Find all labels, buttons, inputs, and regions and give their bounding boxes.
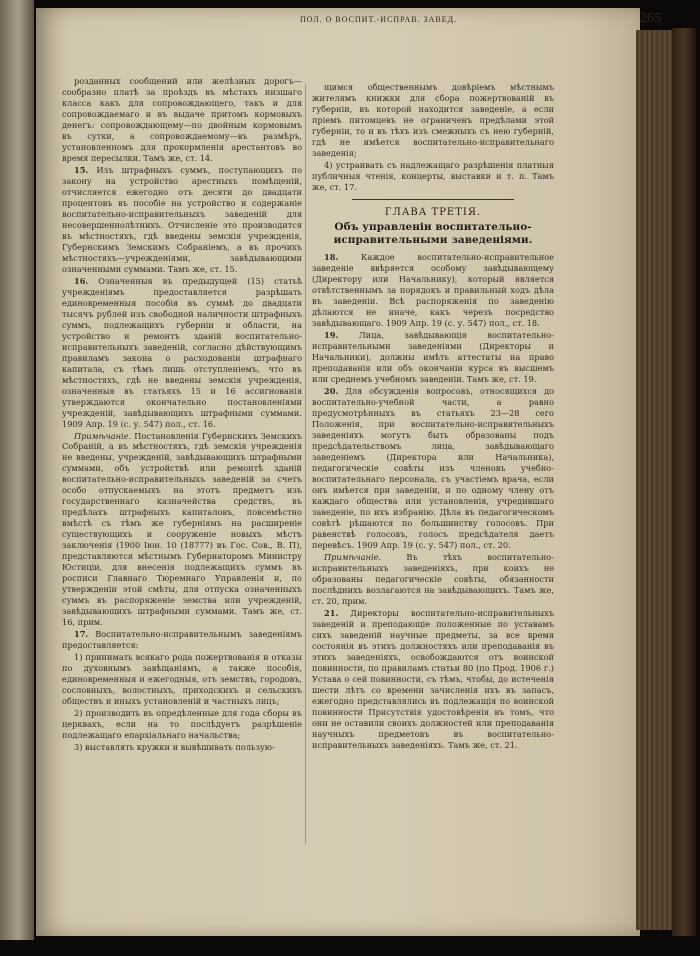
article-number: 18.	[324, 252, 339, 263]
paragraph-text: 2) производить въ опредѣленные для года сборы въ церквахъ, если на то послѣдуетъ разрѣшеніе подлежащаго епархіальнаго начальства;	[62, 708, 302, 741]
running-header	[300, 11, 661, 26]
text-paragraph	[312, 160, 554, 193]
paragraph-text: Изъ штрафныхъ суммъ, поступающихъ по закону на устройство арестныхъ помѣщеній, отчисляется ежегодно отъ десяти до двадцати процентовъ въ пособіе на устройство и содержаніе воспитательно-исправительныхъ заведеній для несовершеннолѣтнихъ. Отчисленіе это производится въ мѣстностяхъ, гдѣ введены земскія учрежденія, Губернскимъ Земскимъ Собраніемъ, а въ прочихъ мѣстностяхъ—учрежденіями, завѣдывающими означенными суммами. Тамъ же, ст. 15.	[62, 164, 302, 274]
article-paragraph	[312, 608, 554, 751]
page-number: 265	[640, 11, 661, 26]
right-column-articles	[312, 252, 554, 750]
chapter-rule	[352, 199, 514, 200]
chapter-title: ГЛАВА ТРЕТІЯ.	[384, 206, 482, 218]
article-paragraph	[312, 386, 554, 551]
paragraph-text: Директоры воспитательно-исправительныхъ заведеній и преподающіе положенные по уставамъ сихъ заведеній научные предметы, за все время состоянія въ этихъ должностяхъ или преподаванія въ этихъ заведеніяхъ, освобождаются отъ воинской повинности, по правиламъ статьи 80 (по Прод. 1906 г.) Устава о сей повинности, съ тѣмъ, чтобы, до истеченія шести лѣтъ со времени зачисленія ихъ въ запасъ, ежегодно представлялись въ подлежащія по воинской повинности Присутствія удостовѣренія въ томъ, что они не оставили своихъ должностей или преподаванія научныхъ предметовъ въ воспитательно-исправительныхъ заведеніяхъ. Тамъ же, ст. 21.	[312, 607, 554, 750]
article-number: 19.	[324, 330, 339, 341]
note-paragraph	[62, 431, 302, 629]
paragraph-text: Воспитательно-исправительнымъ заведеніямъ предоставляется:	[62, 629, 302, 651]
article-number: 16.	[74, 275, 89, 286]
section-title: Объ управленіи воспитательно-исправительными заведеніями.	[333, 221, 533, 246]
running-title: ПОЛ. О ВОСПИТ.-ИСПРАВ. ЗАВЕД.	[300, 15, 458, 24]
right-text-column	[312, 82, 554, 942]
paragraph-text: Означенныя въ предыдущей (15) статьѣ учрежденіямъ предоставляется разрѣшать единовременныя пособія въ суммѣ до двадцати тысячъ рублей изъ свободной наличности штрафныхъ суммъ, подлежащихъ губерніи и области, на устройство и ремонтъ зданій воспитательно-исправительныхъ заведеній, согласно дѣйствующимъ правиламъ закона о расходованіи штрафнаго капитала, съ тѣмъ лишь отступленіемъ, что въ мѣстностяхъ, гдѣ не введены земскія учрежденія, означенныя въ статьяхъ 15 и 16 ассигнованія утверждаются окончательно постановленіями учрежденій, завѣдывающихъ штрафными суммами. 1909 Апр. 19 (с. у. 547) пол., ст. 16.	[62, 275, 302, 429]
article-number: 17.	[74, 629, 89, 640]
paragraph-text: щимся общественнымъ довѣріемъ мѣстнымъ жителямъ книжки для сбора пожертвованій въ губерніи, въ которой находится заведеніе, а если пріемъ питомцевъ не ограниченъ предѣлами этой губерніи, то и въ тѣхъ изъ смежныхъ съ нею губерній, гдѣ не имѣется воспитательно-исправительнаго заведенія;	[312, 82, 554, 158]
paragraph-text: 1) принимать всякаго рода пожертвованія и отказы по духовнымъ завѣщаніямъ, а также пособія, единовременныя и ежегодныя, отъ земствъ, городовъ, сословныхъ, волостныхъ, приходскихъ и сельскихъ обществъ и иныхъ установленій и частныхъ лицъ;	[62, 652, 302, 707]
note-paragraph	[312, 552, 554, 607]
text-paragraph	[62, 652, 302, 707]
paragraph-text: 3) выставлять кружки и вывѣшивать пользую-	[74, 742, 275, 753]
article-paragraph	[312, 252, 554, 329]
previous-page-sliver	[0, 0, 34, 940]
note-label: Примѣчаніе.	[74, 430, 132, 441]
note-label: Примѣчаніе.	[324, 552, 382, 562]
text-paragraph	[62, 708, 302, 741]
paragraph-text: Постановленія Губернскихъ Земскихъ Собраній, а въ мѣстностяхъ, гдѣ земскія учрежденія не введены, учрежденій, завѣдывающихъ штрафными суммами, объ устройствѣ или ремонтѣ зданій воспитательно-исправительныхъ заведеній за счетъ особо отпускаемыхъ на этотъ предметъ изъ государственнаго казначейства средствъ, въ предѣлахъ штрафныхъ капиталовъ, повсемѣстно вмѣстѣ съ тѣмъ же губерніямъ на расширеніе существующихъ и сооруженіе новыхъ мѣстъ заключенія (1900 Іюн. 10 (18777) въ Гос. Сов., В. П), представляются мѣстнымъ Губернаторомъ Министру Юстиціи, для внесенія подлежащихъ суммъ въ росписи Главнаго Тюремнаго Управленія и, по утвержденіи этой смѣты, для отпуска означенныхъ суммъ въ распоряженіе земства или учрежденій, завѣдывающихъ штрафными суммами. Тамъ же, ст. 16, прим.	[62, 430, 302, 628]
book-cover-edge	[672, 28, 696, 936]
text-paragraph	[62, 742, 302, 753]
paragraph-text: 4) устраивать съ надлежащаго разрѣшенія платныя публичныя чтенія, концерты, выставки и т. п. Тамъ же, ст. 17.	[312, 159, 554, 192]
column-divider	[305, 84, 306, 844]
left-text-column	[62, 76, 302, 936]
article-number: 21.	[324, 607, 339, 618]
article-paragraph	[62, 165, 302, 275]
paragraph-text: розданных сообщений или желѣзных дорогъ—сообразно платѣ за проѣздъ въ мѣстахъ низшаго класса какъ для сопровождающего, такъ и для сопровождаемаго и въ выдаче притомъ кормовыхъ денегъ: сопровождающему—по двойным кормовымъ въ сутки, а сопровождаемому—въ размѣръ, установленномъ для прокормленія арестантовъ во время пересылки. Тамъ же, ст. 14.	[62, 76, 302, 163]
paragraph-text: Для обсужденія вопросовъ, относящихся до воспитательно-учебной части, а равно предусмотрѣнныхъ въ статьяхъ 23—28 сего Положенія, при воспитательно-исправительныхъ заведеніяхъ могутъ быть образованы подъ предсѣдательствомъ лица, завѣдывающаго заведеніемъ (Директора или Начальника), педагогическіе совѣты изъ членовъ учебно-воспитательнаго персонала, съ участіемъ врача, если онъ имѣется при заведеніи, и по одному члену отъ каждаго общества или установленія, учредившаго заведеніе, по ихъ избранію. Дѣла въ педагогическомъ совѣтѣ рѣшаются по большинству голосовъ. При равенствѣ голосовъ, голосъ предсѣдателя даетъ перевѣсъ. 1909 Апр. 19 (с. у. 547) пол., ст. 20.	[312, 386, 554, 551]
article-number: 15.	[74, 164, 89, 175]
text-paragraph	[312, 82, 554, 159]
article-paragraph	[62, 629, 302, 651]
right-column-continued-text	[312, 82, 554, 193]
article-paragraph	[312, 330, 554, 385]
paragraph-text: Лица, завѣдывающія воспитательно-исправительными заведеніями (Директоры и Начальники), должны имѣть аттестаты на право преподаванія или объ окончаніи курса въ высшемъ или среднемъ учебномъ заведеніи. Тамъ же, ст. 19.	[312, 330, 554, 385]
article-paragraph	[62, 276, 302, 430]
paragraph-text: Каждое воспитательно-исправительное заведеніе ввѣряется особому завѣдывающему (Директору или Начальнику), который является отвѣтственнымъ за порядокъ и правильный ходъ дѣла въ заведеніи. Всѣ распоряженія по заведенію дѣлаются не иначе, какъ черезъ посредство завѣдывающаго. 1909 Апр. 19 (с. у. 547) пол., ст. 18.	[312, 252, 554, 329]
article-number: 20.	[324, 386, 339, 397]
paragraph-text: Въ тѣхъ воспитательно-исправительныхъ заведеніяхъ, при коихъ не образованы педагогическіе совѣты, обязанности послѣднихъ возлагаются на завѣдывающихъ. Тамъ же, ст. 20, прим.	[312, 552, 554, 606]
text-paragraph	[62, 76, 302, 164]
